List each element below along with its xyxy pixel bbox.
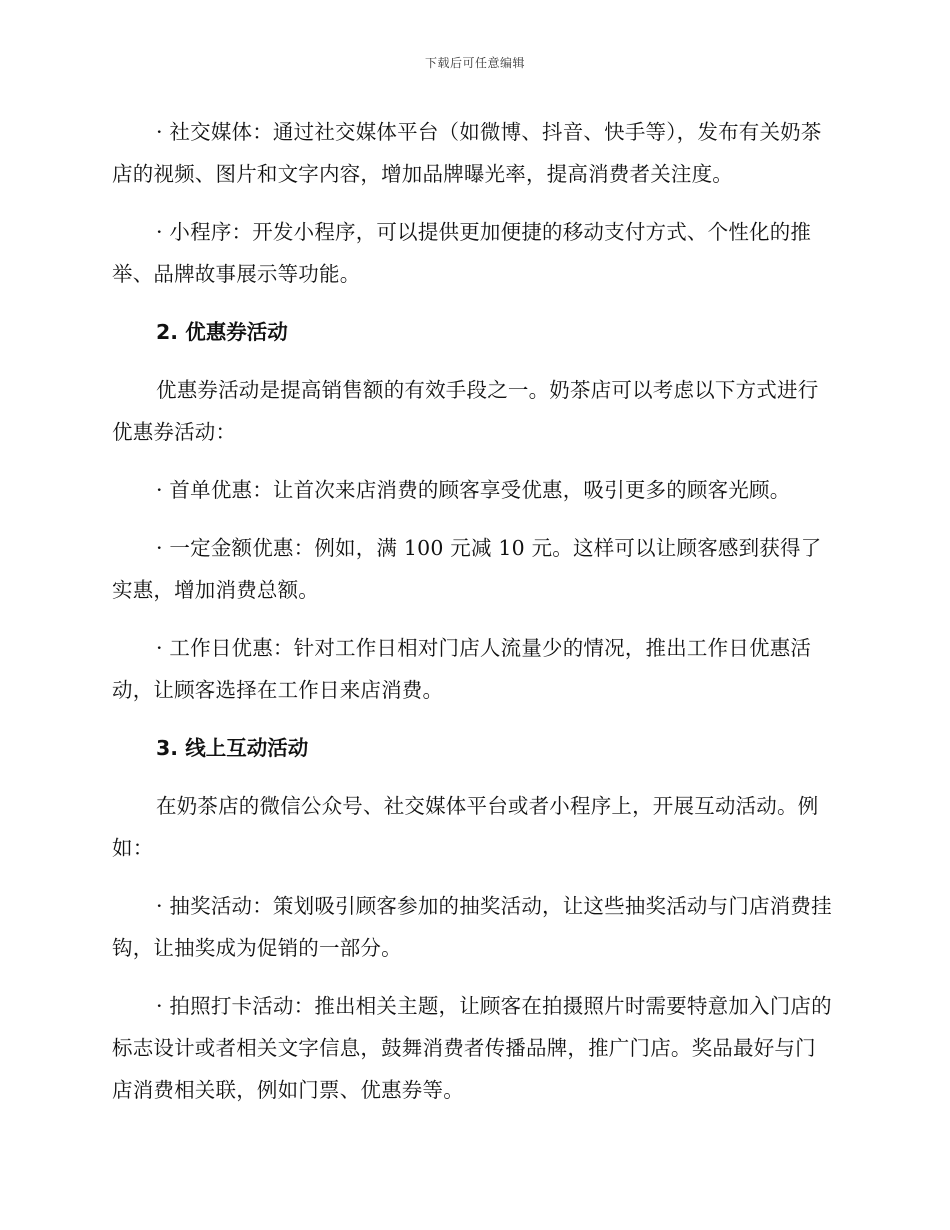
paragraph-online-intro: 在奶茶店的微信公众号、社交媒体平台或者小程序上，开展互动活动。例如： — [112, 794, 819, 860]
paragraph-coupon-intro: 优惠券活动是提高销售额的有效手段之一。奶茶店可以考虑以下方式进行优惠券活动： — [112, 378, 819, 444]
paragraph-workday-discount: · 工作日优惠：针对工作日相对门店人流量少的情况，推出工作日优惠活动，让顾客选择在工作日来店消费。 — [112, 636, 812, 702]
section-heading-coupon: 2. 优惠券活动 — [156, 320, 288, 344]
paragraph-photo-checkin: · 拍照打卡活动：推出相关主题，让顾客在拍摄照片时需要特意加入门店的标志设计或者相关文字信息，鼓舞消费者传播品牌，推广门店。奖品最好与门店消费相关联，例如门票、优惠券等。 — [112, 994, 832, 1102]
paragraph-lottery: · 抽奖活动：策划吸引顾客参加的抽奖活动，让这些抽奖活动与门店消费挂钩，让抽奖成为促销的一部分。 — [112, 894, 832, 960]
document-body — [112, 111, 832, 1127]
paragraph-mini-program: · 小程序：开发小程序，可以提供更加便捷的移动支付方式、个性化的推举、品牌故事展示等功能。 — [112, 220, 812, 286]
paragraph-first-order: · 首单优惠：让首次来店消费的顾客享受优惠，吸引更多的顾客光顾。 — [156, 478, 791, 502]
section-heading-online-interaction: 3. 线上互动活动 — [156, 736, 309, 760]
paragraph-social-media: · 社交媒体：通过社交媒体平台（如微博、抖音、快手等），发布有关奶茶店的视频、图片和文字内容，增加品牌曝光率，提高消费者关注度。 — [112, 120, 822, 186]
paragraph-amount-discount: · 一定金额优惠：例如，满 100 元减 10 元。这样可以让顾客感到获得了实惠，增加消费总额。 — [112, 536, 822, 602]
page-header: 下载后可任意编辑 — [424, 56, 525, 70]
